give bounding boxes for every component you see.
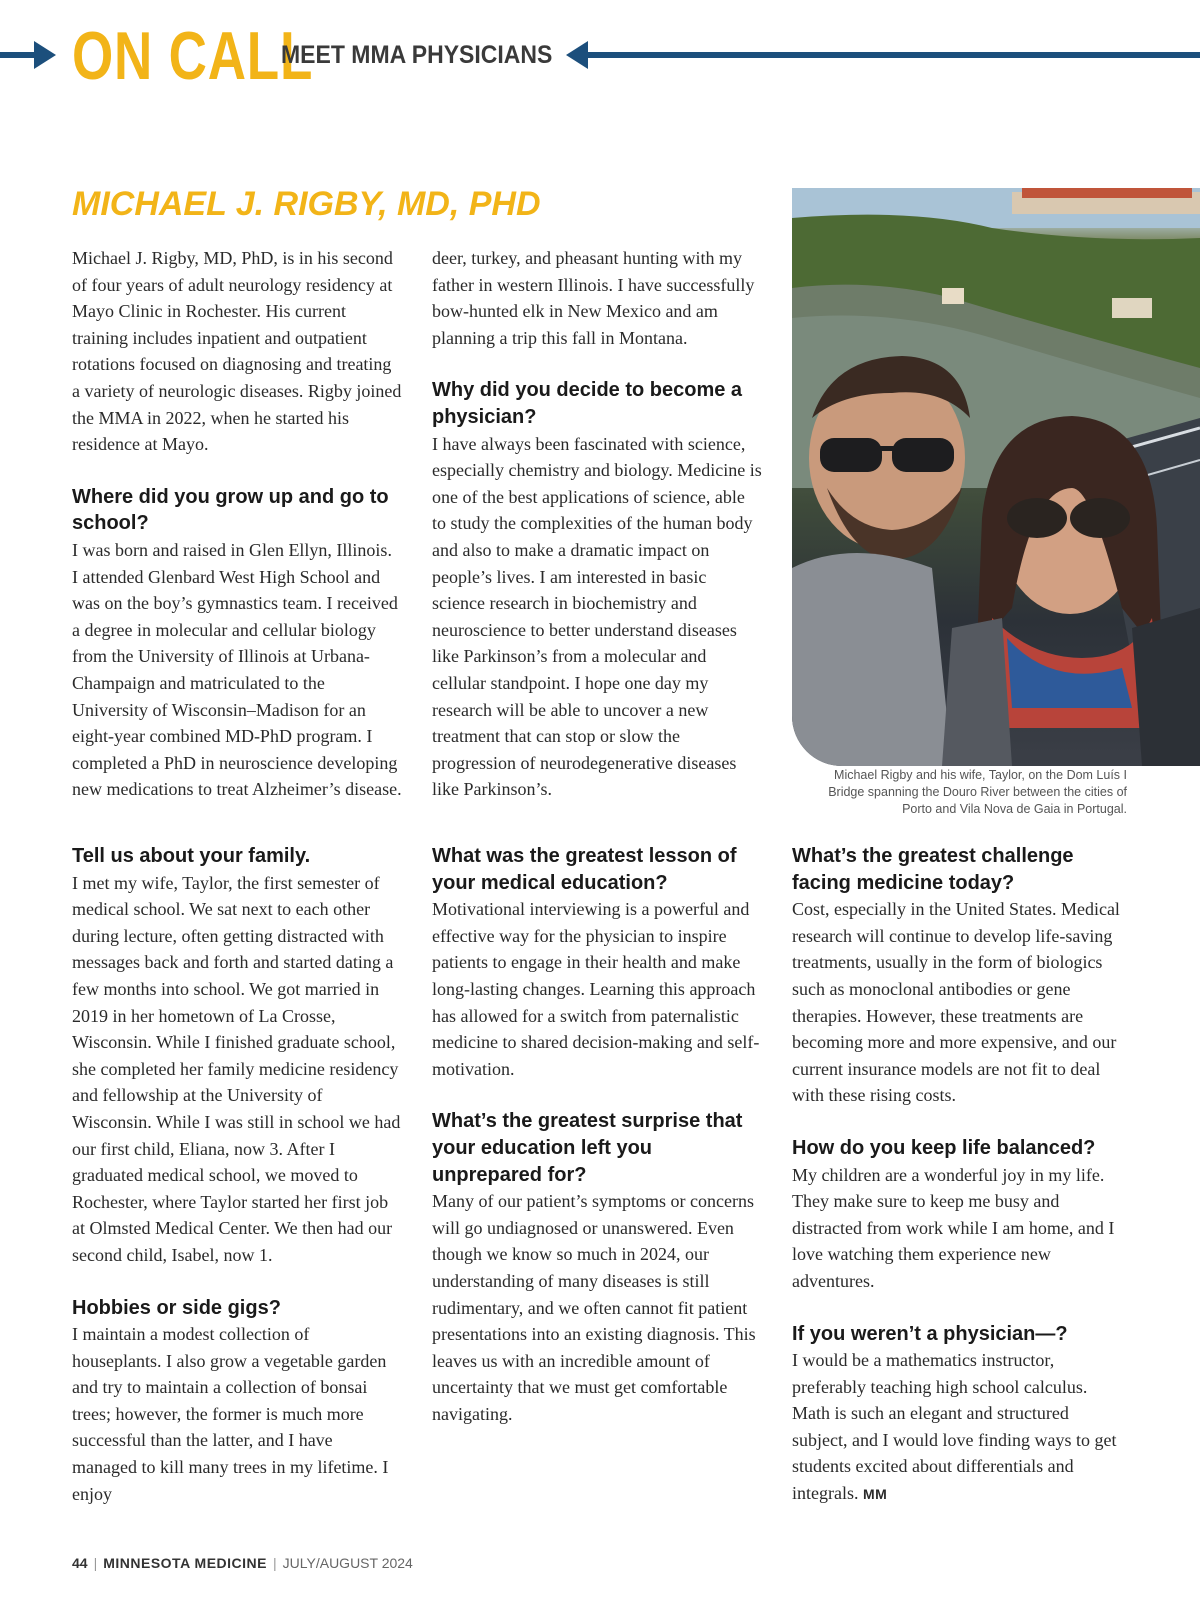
question-family: Tell us about your family. [72,845,311,867]
page-footer [72,1552,413,1574]
section-subtitle: MEET MMA PHYSICIANS [281,41,553,69]
answer-surprise: Many of our patient’s symptoms or concerns will go undiagnosed or unanswered. Even though we know so much in 2024, our understanding of many diseases is still rudimentary, and we often cannot fit patient presentations into an existing diagnosis. This leaves us with an incredible amount of uncertainty that we must get comfortable navigating. [432,1191,756,1424]
column-1-top [72,245,402,803]
answer-not-physician-text: I would be a mathematics instructor, preferably teaching high school calculus. Math is such an elegant and structured subject, and I would love finding ways to get students excited about differentials and integrals. [792,1350,1117,1504]
answer-hobbies-continued: deer, turkey, and pheasant hunting with my father in western Illinois. I have successfully bow-hunted elk in New Mexico and am planning a trip this fall in Montana. [432,248,755,348]
column-2-bottom [432,843,762,1427]
column-1-bottom [72,843,402,1507]
page-number: 44 [72,1555,88,1571]
answer-family: I met my wife, Taylor, the first semester of medical school. We sat next to each other during lecture, often getting distracted with messages back and forth and started dating a few months into school. We got married in 2019 in her hometown of La Crosse, Wisconsin. While I finished graduate school, she completed her family medicine residency and fellowship at the University of Wisconsin. While I was still in school we had our first child, Eliana, now 3. After I graduated medical school, we moved to Rochester, where Taylor started her first job at Olmsted Medical Center. We then had our second child, Isabel, now 1. [72,872,401,1265]
photo-caption: Michael Rigby and his wife, Taylor, on the Dom Luís I Bridge spanning the Douro River between the cities of Porto and Vila Nova de Gaia in Portugal. [828,768,1127,816]
answer-challenge: Cost, especially in the United States. Medical research will continue to develop life-saving treatments, usually in the form of biologics such as monoclonal antibodies or gene therapies. However, these treatments are becoming more and more expensive, and our current insurance models are not fit to deal with these rising costs. [792,899,1120,1106]
answer-hobbies: I maintain a modest collection of houseplants. I also grow a vegetable garden and try to maintain a collection of bonsai trees; however, the former is much more successful than the latter, and I have managed to kill many trees in my lifetime. I enjoy [72,1324,389,1504]
question-surprise: What’s the greatest surprise that your education left you unprepared for? [432,1110,743,1186]
end-mark: MM [862,1486,888,1503]
magazine-name: MINNESOTA MEDICINE [103,1555,267,1571]
question-hobbies: Hobbies or side gigs? [72,1296,281,1319]
photo-illustration [792,188,1200,766]
answer-not-physician [792,1347,1122,1508]
question-balance: How do you keep life balanced? [792,1136,1096,1159]
arrow-right-icon [34,41,56,69]
question-grow-up: Where did you grow up and go to school? [72,485,389,535]
issue-date: JULY/AUGUST 2024 [282,1555,413,1571]
footer-divider: | [93,1555,98,1571]
answer-balance: My children are a wonderful joy in my life. They make sure to keep me busy and distracted from work while I am home, and I love watching them experience new adventures. [792,1164,1115,1291]
footer-divider: | [273,1555,277,1571]
page-header [0,0,1200,110]
section-title: ON CALL [72,18,314,94]
column-3-bottom [792,843,1122,1508]
question-why-physician: Why did you decide to become a physician? [432,379,743,428]
article-title: MICHAEL J. RIGBY, MD, PHD [72,185,541,223]
answer-lesson: Motivational interviewing is a powerful and effective way for the physician to inspire patients to engage in their health and make long-lasting changes. Learning this approach has allowed for a switch from paternalistic medicine to shared decision-making and self-motivation. [432,899,760,1079]
intro-paragraph: Michael J. Rigby, MD, PhD, is in his second of four years of adult neurology residency at Mayo Clinic in Rochester. His current training includes inpatient and outpatient rotations focused on diagnosing and treating a variety of neurologic diseases. Rigby joined the MMA in 2022, when he started his residence at Mayo. [72,248,402,455]
couple-photo [792,188,1200,766]
question-challenge: What’s the greatest challenge facing medicine today? [792,845,1074,894]
question-not-physician: If you weren’t a physician—? [792,1322,1068,1345]
answer-why-physician: I have always been fascinated with science, especially chemistry and biology. Medicine is one of the best applications of science, able to study the complexities of the human body and also to make a dramatic impact on people’s lives. I am interested in basic science research in biochemistry and neuroscience to better understand diseases like Parkinson’s from a molecular and cellular standpoint. I hope one day my research will be able to uncover a new treatment that can stop or slow the progression of neurodegenerative diseases like Parkinson’s. [432,433,762,800]
column-2-top [432,245,762,803]
answer-grow-up: I was born and raised in Glen Ellyn, Illinois. I attended Glenbard West High School and was on the boy’s gymnastics team. I received a degree in molecular and cellular biology from the University of Illinois at Urbana-Champaign and matriculated to the University of Wisconsin–Madison for an eight-year combined MD-PhD program. I completed a PhD in neuroscience developing new medications to treat Alzheimer’s disease. [72,539,402,800]
header-rule-left [0,52,36,58]
question-lesson: What was the greatest lesson of your medical education? [432,845,737,894]
header-rule-right [580,52,1200,58]
